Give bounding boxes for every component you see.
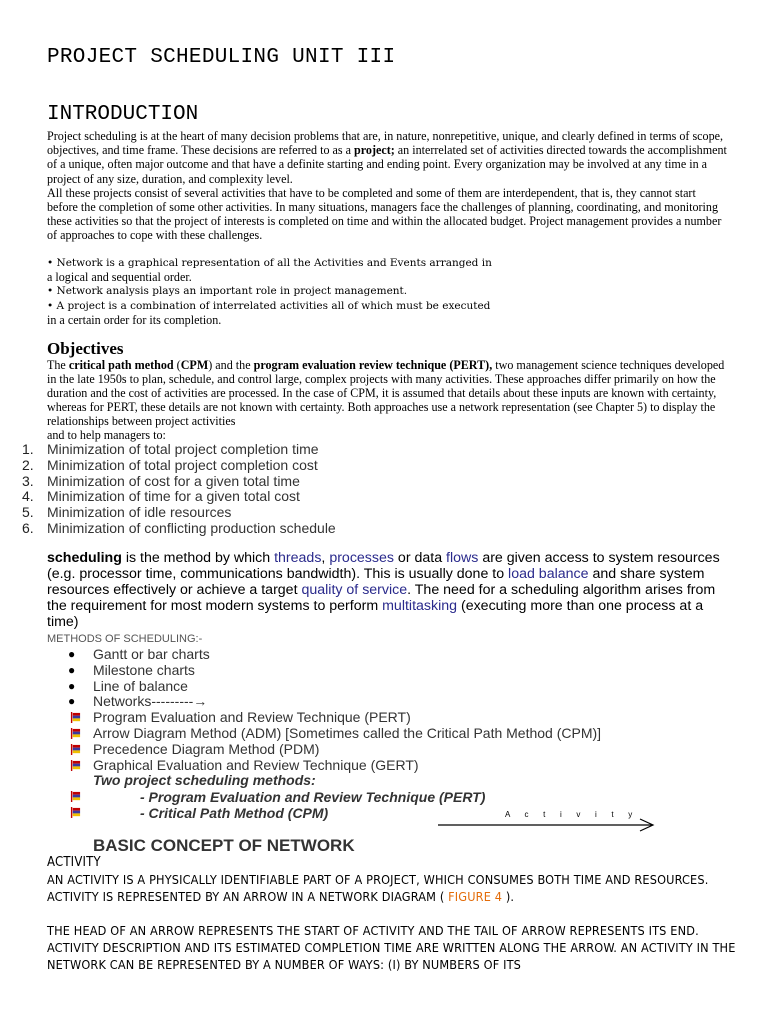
introduction-body [47, 129, 727, 243]
activity-arrow-label: A c t i v i t y [505, 810, 639, 819]
bullet-dot-icon: ● [68, 678, 76, 693]
list-item: ● Milestone charts [68, 661, 195, 678]
list-item: ● Line of balance [68, 677, 188, 694]
list-item: Arrow Diagram Method (ADM) [Sometimes called the Critical Path Method (CPM)] [68, 726, 728, 742]
threads-link[interactable]: threads [274, 550, 322, 566]
activity-paragraph-1: AN ACTIVITY IS A PHYSICALLY IDENTIFIABLE PART OF A PROJECT, WHICH CONSUMES BOTH TIME AND RESOURCES. ACTIVITY IS REPRESENTED BY AN ARROW IN A NETWORK DIAGRAM ( FIGURE 4 ). [47, 872, 709, 904]
network-bullet-3b: in a certain order for its completion. [47, 312, 222, 327]
objectives-body [47, 358, 727, 442]
activity-body [47, 871, 747, 973]
cpm-method-line: - Critical Path Method (CPM) [140, 805, 329, 821]
multitasking-link[interactable]: multitasking [382, 597, 458, 614]
document-title: PROJECT SCHEDULING UNIT III [47, 46, 396, 69]
quality-of-service-link[interactable]: quality of service [301, 581, 408, 598]
list-item: Precedence Diagram Method (PDM) [68, 742, 728, 758]
processes-link[interactable]: processes [329, 550, 394, 566]
list-item: 3. Minimization of cost for a given total time [22, 472, 300, 489]
network-bullet-1b: a logical and sequential order. [47, 270, 192, 285]
activity-heading: ACTIVITY [47, 855, 101, 870]
methods-list [68, 647, 728, 773]
objectives-heading: Objectives [47, 339, 124, 358]
flag-bullet-icon [70, 744, 81, 755]
basic-concept-heading: BASIC CONCEPT OF NETWORK [93, 836, 355, 855]
introduction-heading: INTRODUCTION [47, 103, 199, 126]
flag-bullet-icon [70, 791, 81, 802]
network-bullets [47, 256, 727, 327]
list-item: 2. Minimization of total project completion cost [22, 456, 318, 473]
intro-paragraph-2: All these projects consist of several activities that have to be completed and some of them are interdependent, that is, they cannot start before the completion of some other activities. In many situations, managers face the challenges of planning, coordinating, and monitoring these activities so that the project of interests is completed on time and within the allocated budget. Project management provides a number of approaches to cope with these challenges. [47, 185, 722, 243]
figure-4-link[interactable]: FIGURE 4 [448, 889, 503, 904]
flows-link[interactable]: flows [446, 550, 479, 566]
pert-method-line: - Program Evaluation and Review Technique (PERT) [140, 789, 486, 805]
list-item: Graphical Evaluation and Review Technique (GERT) [68, 758, 728, 774]
bullet-dot-icon: ● [68, 647, 76, 661]
scheduling-term: scheduling [47, 550, 122, 566]
objectives-lead-in: and to help managers to: [47, 428, 166, 442]
list-item: ● Networks---------→ [68, 693, 208, 710]
list-item: 4. Minimization of time for a given total cost [22, 488, 300, 505]
load-balance-link[interactable]: load balance [508, 565, 589, 582]
flag-bullet-icon [70, 728, 81, 739]
objectives-list [0, 442, 740, 537]
objectives-paragraph: The critical path method (CPM) and the program evaluation review technique (PERT), two management science techniques developed in the late 1950s to plan, schedule, and control large, complex projects with many activities. These approaches differ primarily on how the duration and the cost of activities are processed. In the case of CPM, it is assumed that details about these inputs are known with certainty, whereas for PERT, these details are not known with certainty. Both approaches use a network representation (see Chapter 5) to display the relationships between project activities [47, 358, 725, 428]
network-bullet-2: • Network analysis plays an important role in project management. [47, 285, 408, 298]
activity-paragraph-2: THE HEAD OF AN ARROW REPRESENTS THE START OF ACTIVITY AND THE TAIL OF ARROW REPRESENTS ITS END. ACTIVITY DESCRIPTION AND ITS ESTIMATED COMPLETION TIME ARE WRITTEN ALONG THE ARROW. AN ACTIVITY IN THE NETWORK CAN BE REPRESENTED BY A NUMBER OF WAYS: (I) BY NUMBERS OF ITS [47, 923, 736, 972]
network-bullet-3a: • A project is a combination of interrelated activities all of which must be executed [47, 299, 491, 312]
flag-bullet-icon [70, 760, 81, 771]
bullet-dot-icon: ● [68, 694, 76, 709]
methods-label: METHODS OF SCHEDULING:- [47, 633, 203, 645]
list-item: 6. Minimization of conflicting production schedule [22, 519, 336, 536]
list-item: 5. Minimization of idle resources [22, 504, 232, 521]
intro-paragraph-1: Project scheduling is at the heart of many decision problems that are, in nature, nonrepetitive, unique, and clearly defined in terms of scope, objectives, and time frame. These decisions are referred to as a project; an interrelated set of activities directed towards the accomplishment of a unique, often major outcome and that have a definite starting and ending point. Every organization may be involved at any time in a project of any size, duration, and complexity level. [47, 129, 727, 186]
list-item: 1. Minimization of total project completion time [22, 441, 319, 457]
flag-bullet-icon [70, 807, 81, 818]
flag-bullet-icon [70, 712, 81, 723]
bullet-dot-icon: ● [68, 662, 76, 677]
network-bullet-1a: • Network is a graphical representation of all the Activities and Events arranged in [47, 257, 492, 269]
list-item: ● Gantt or bar charts [68, 646, 210, 662]
two-methods-heading: Two project scheduling methods: [93, 772, 316, 788]
list-item: Program Evaluation and Review Technique (PERT) [68, 710, 728, 726]
scheduling-paragraph: scheduling is the method by which threads, processes or data flows are given access to system resources (e.g. processor time, communications bandwidth). This is usually done to load balance and share system resources effectively or achieve a target quality of service. The need for a scheduling algorithm arises from the requirement for most modern systems to perform multitasking (executing more than one process at a time) [47, 550, 720, 630]
